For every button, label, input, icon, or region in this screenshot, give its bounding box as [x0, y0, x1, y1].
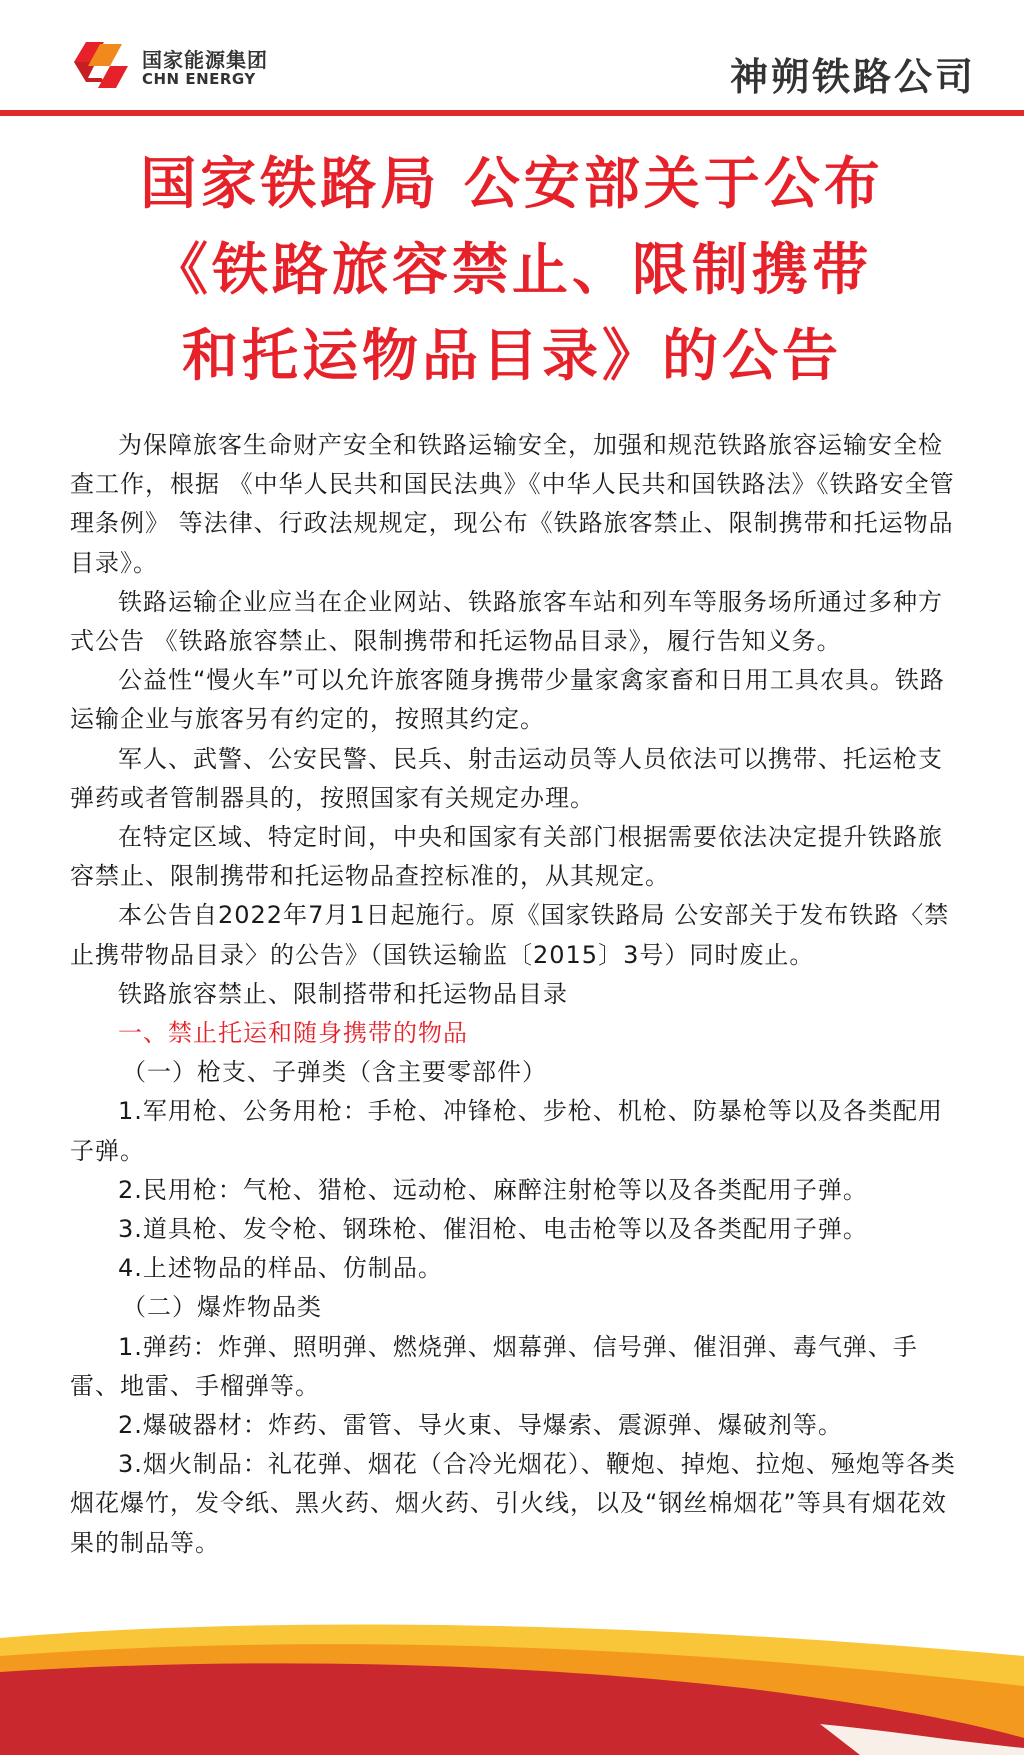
paragraph-slow-train: 公益性“慢火车”可以允许旅客随身携带少量家禽家畜和日用工具农具。铁路运输企业与旅客另有约定的，按照其约定。 — [70, 666, 945, 734]
title-line-3: 和托运物品目录》的公告 — [182, 324, 842, 389]
section-heading-prohibited: 一、禁止托运和随身携带的物品 — [118, 1019, 468, 1048]
footer-decoration — [0, 1620, 1024, 1755]
header-divider — [0, 110, 1024, 116]
logo-english-text: CHN ENERGY — [142, 70, 256, 88]
title-line-1: 国家铁路局 公安部关于公布 — [140, 152, 884, 217]
header-bar — [0, 0, 1024, 112]
paragraph-publicize: 铁路运输企业应当在企业网站、铁路旅客车站和列车等服务场所通过多种方式公告 《铁路旅容禁止、限制携带和托运物品目录》，履行告知义务。 — [70, 587, 943, 656]
paragraph-catalog-title: 铁路旅容禁止、限制搭带和托运物品目录 — [118, 979, 568, 1008]
paragraph-military: 军人、武警、公安民警、民兵、射击运动员等人员依法可以携带、托运枪支弹药或者管制器具的，按照国家有关规定办理。 — [70, 744, 943, 812]
chn-energy-logo — [64, 38, 324, 94]
paragraph-effective-date: 本公告自2022年7月1日起施行。原《国家铁路局 公安部关于发布铁路〈禁止携带物品目录〉的公告》（国铁运输监〔2015〕3号）同时废止。 — [70, 901, 950, 969]
list-item-ammunition: 1.弹药：炸弹、照明弹、燃烧弹、烟幕弹、信号弹、催泪弹、毒气弹、手雷、地雷、手榴弹等。 — [70, 1332, 918, 1400]
company-name: 神朔铁路公司 — [729, 55, 976, 99]
subsection-heading-explosives: （二）爆炸物品类 — [122, 1293, 322, 1322]
list-item-military-guns: 1.军用枪、公务用枪：手枪、冲锋枪、步枪、机枪、防暴枪等以及各类配用子弹。 — [70, 1097, 943, 1165]
list-item-blasting: 2.爆破器材：炸药、雷管、导火東、导爆索、震源弹、爆破剂等。 — [118, 1411, 843, 1440]
list-item-replicas: 4.上述物品的样品、仿制品。 — [118, 1254, 443, 1283]
paragraph-purpose: 为保障旅客生命财产安全和铁路运输安全，加强和规范铁路旅容运输安全检查工作，根据 《中华人民共和国民法典》《中华人民共和国铁路法》《铁路安全管理条例》 等法律、行政法规规定，现公布《铁路旅客禁止、限制携带和托运物品目录》。 — [70, 431, 955, 577]
chn-energy-logo-mark-icon — [64, 38, 136, 94]
notice-body — [70, 426, 958, 1563]
paragraph-special-area: 在特定区域、特定时间，中央和国家有关部门根据需要依法决定提升铁路旅容禁止、限制携带和托运物品查控标准的，从其规定。 — [70, 823, 943, 891]
notice-title — [60, 142, 964, 400]
list-item-civilian-guns: 2.民用枪：气枪、猎枪、远动枪、麻醉注射枪等以及各类配用子弹。 — [118, 1175, 868, 1204]
list-item-prop-guns: 3.道具枪、发令枪、钢珠枪、催泪枪、电击枪等以及各类配用子弹。 — [118, 1215, 868, 1244]
title-line-2: 《铁路旅容禁止、限制携带 — [152, 238, 872, 303]
list-item-fireworks: 3.烟火制品：礼花弹、烟花（合冷光烟花）、鞭炮、掉炮、拉炮、殛炮等各类烟花爆竹，发令纸、黑火药、烟火药、引火线，以及“钢丝棉烟花”等具有烟花效果的制品等。 — [70, 1450, 956, 1557]
logo-chinese-text: 国家能源集团 — [142, 48, 268, 72]
subsection-heading-firearms: （一）枪支、子弹类（含主要零部件） — [122, 1058, 547, 1087]
